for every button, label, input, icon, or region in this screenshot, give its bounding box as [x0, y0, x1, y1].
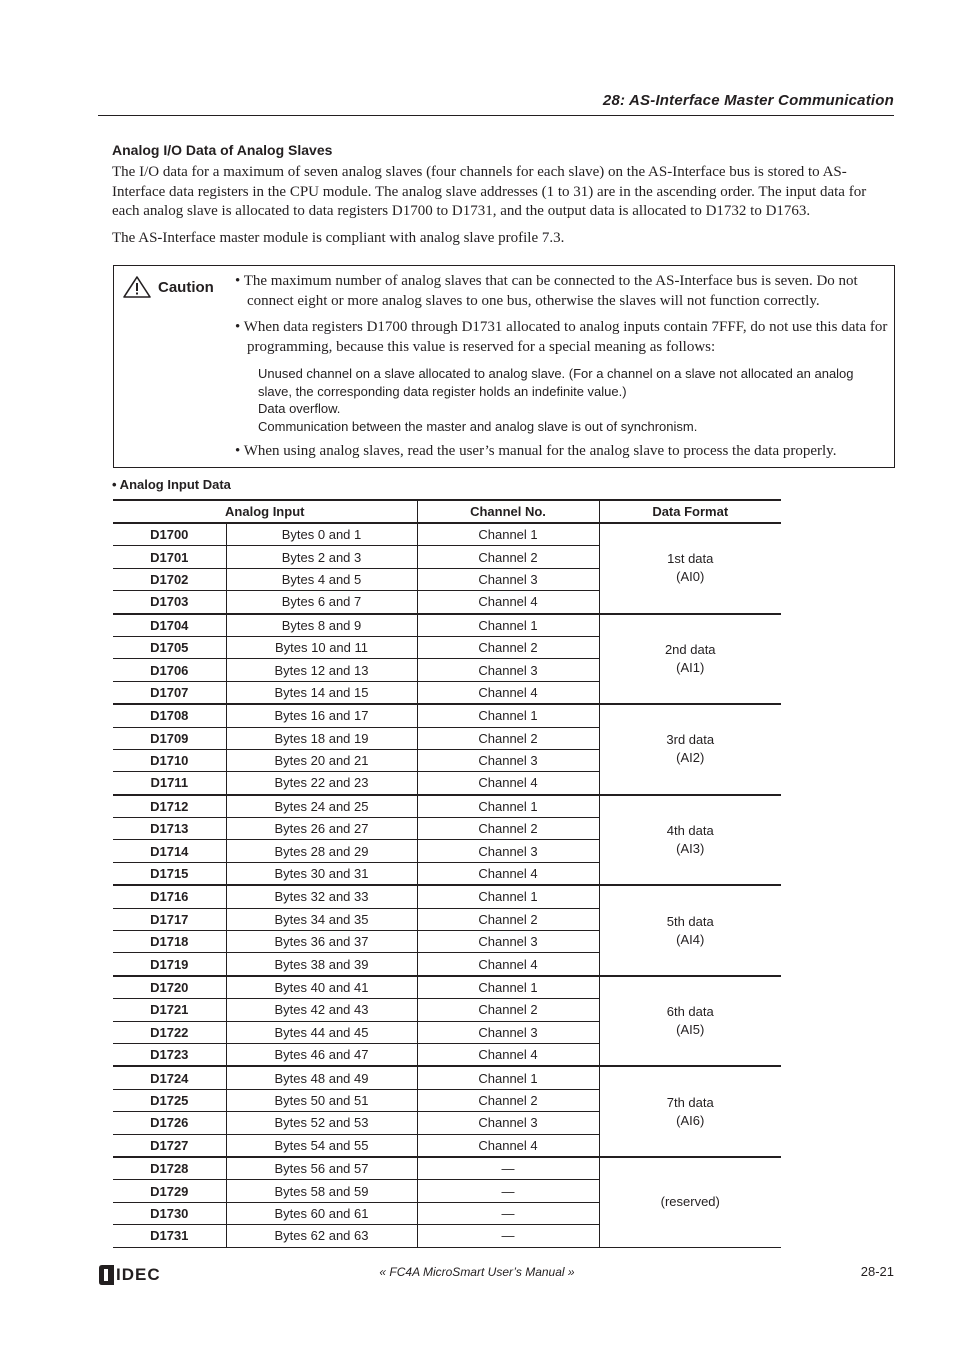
register-cell: D1729 — [113, 1180, 226, 1202]
channel-cell: Channel 4 — [417, 772, 599, 795]
register-cell: D1706 — [113, 659, 226, 681]
register-cell: D1728 — [113, 1157, 226, 1180]
table-row — [113, 795, 781, 818]
bytes-cell: Bytes 62 and 63 — [226, 1225, 417, 1247]
channel-cell: Channel 1 — [417, 523, 599, 546]
header-divider — [98, 115, 894, 116]
data-format-label: (reserved) — [660, 1194, 720, 1210]
table-body — [113, 523, 781, 1247]
intro-paragraph: The I/O data for a maximum of seven analog slaves (four channels for each slave) on the AS-Interface bus is stored to AS-Interface data registers in the CPU module. The analog slave addresses (1 to 31) are in the ascending order. The input data for each analog slave is allocated to data registers D1700 to D1731, and the output data is allocated to D1732 to D1763. — [112, 164, 867, 219]
data-format-label: 4th data — [666, 822, 714, 838]
register-cell: D1727 — [113, 1134, 226, 1157]
data-format-cell — [599, 614, 781, 705]
register-cell: D1725 — [113, 1089, 226, 1111]
register-cell: D1701 — [113, 546, 226, 568]
data-format-label: 5th data — [666, 913, 714, 929]
channel-cell: Channel 2 — [417, 727, 599, 749]
logo-text: IDEC — [116, 1265, 161, 1284]
channel-cell: Channel 1 — [417, 704, 599, 727]
note-item: Data overflow. — [258, 401, 341, 416]
data-format-cell — [599, 704, 781, 795]
register-cell: D1708 — [113, 704, 226, 727]
channel-cell: — — [417, 1225, 599, 1247]
bytes-cell: Bytes 32 and 33 — [226, 885, 417, 908]
data-format-label: 3rd data — [666, 732, 715, 748]
analog-input-table — [113, 499, 781, 1248]
register-cell: D1703 — [113, 591, 226, 614]
column-header-data-format: Data Format — [599, 500, 781, 523]
bytes-cell: Bytes 8 and 9 — [226, 614, 417, 637]
table-row — [113, 976, 781, 999]
register-cell: D1711 — [113, 772, 226, 795]
data-format-cell — [599, 795, 781, 886]
channel-cell: Channel 4 — [417, 953, 599, 976]
register-cell: D1713 — [113, 818, 226, 840]
channel-cell: Channel 1 — [417, 795, 599, 818]
channel-cell: — — [417, 1202, 599, 1224]
data-format-label: 2nd data — [664, 641, 716, 657]
data-format-label: 7th data — [666, 1094, 714, 1110]
bytes-cell: Bytes 34 and 35 — [226, 908, 417, 930]
bytes-cell: Bytes 60 and 61 — [226, 1202, 417, 1224]
channel-cell: Channel 2 — [417, 636, 599, 658]
register-cell: D1730 — [113, 1202, 226, 1224]
bytes-cell: Bytes 18 and 19 — [226, 727, 417, 749]
channel-cell: Channel 4 — [417, 591, 599, 614]
bytes-cell: Bytes 36 and 37 — [226, 931, 417, 953]
caution-label-group — [122, 275, 214, 299]
bytes-cell: Bytes 44 and 45 — [226, 1021, 417, 1043]
channel-cell: Channel 3 — [417, 659, 599, 681]
bytes-cell: Bytes 52 and 53 — [226, 1112, 417, 1134]
caution-bullet-2: • When data registers D1700 through D1731 allocated to analog inputs contain 7FFF, do not use this data for programming, because this value is reserved for a special meaning as follows: — [235, 319, 888, 355]
channel-cell: Channel 2 — [417, 908, 599, 930]
register-cell: D1716 — [113, 885, 226, 908]
bytes-cell: Bytes 38 and 39 — [226, 953, 417, 976]
bytes-cell: Bytes 4 and 5 — [226, 568, 417, 590]
table-row — [113, 614, 781, 637]
register-cell: D1722 — [113, 1021, 226, 1043]
table-row — [113, 885, 781, 908]
bytes-cell: Bytes 0 and 1 — [226, 523, 417, 546]
data-format-label: 6th data — [666, 1004, 714, 1020]
bytes-cell: Bytes 2 and 3 — [226, 546, 417, 568]
register-cell: D1726 — [113, 1112, 226, 1134]
table-row — [113, 1066, 781, 1089]
bytes-cell: Bytes 42 and 43 — [226, 999, 417, 1021]
bytes-cell: Bytes 20 and 21 — [226, 749, 417, 771]
table-heading: • Analog Input Data — [112, 477, 231, 492]
bytes-cell: Bytes 26 and 27 — [226, 818, 417, 840]
note-item: Communication between the master and analog slave is out of synchronism. — [258, 418, 698, 434]
channel-cell: Channel 3 — [417, 840, 599, 862]
chapter-title: 28: AS-Interface Master Communication — [602, 92, 894, 109]
register-cell: D1710 — [113, 749, 226, 771]
caution-bullet-3: • When using analog slaves, read the user’s manual for the analog slave to process the data properly. — [235, 443, 837, 459]
data-format-code: (AI4) — [676, 931, 705, 947]
channel-cell: Channel 2 — [417, 818, 599, 840]
register-cell: D1705 — [113, 636, 226, 658]
bytes-cell: Bytes 50 and 51 — [226, 1089, 417, 1111]
bytes-cell: Bytes 24 and 25 — [226, 795, 417, 818]
register-cell: D1712 — [113, 795, 226, 818]
section-title: Analog I/O Data of Analog Slaves — [112, 142, 333, 158]
bytes-cell: Bytes 10 and 11 — [226, 636, 417, 658]
channel-cell: Channel 4 — [417, 862, 599, 885]
register-cell: D1719 — [113, 953, 226, 976]
register-cell: D1715 — [113, 862, 226, 885]
register-cell: D1707 — [113, 681, 226, 704]
register-cell: D1709 — [113, 727, 226, 749]
page-number: 28-21 — [860, 1264, 894, 1279]
data-format-code: (AI1) — [676, 659, 705, 675]
table-header-row — [113, 500, 781, 523]
bytes-cell: Bytes 12 and 13 — [226, 659, 417, 681]
column-header-analog-input: Analog Input — [113, 500, 417, 523]
reserved-meanings — [258, 365, 878, 435]
channel-cell: Channel 1 — [417, 976, 599, 999]
register-cell: D1700 — [113, 523, 226, 546]
channel-cell: Channel 2 — [417, 999, 599, 1021]
manual-title: « FC4A MicroSmart User’s Manual » — [379, 1265, 575, 1279]
bytes-cell: Bytes 46 and 47 — [226, 1043, 417, 1066]
bytes-cell: Bytes 40 and 41 — [226, 976, 417, 999]
data-format-code: (AI2) — [676, 750, 705, 766]
table-row — [113, 1157, 781, 1180]
profile-paragraph: The AS-Interface master module is compliant with analog slave profile 7.3. — [112, 230, 565, 246]
bytes-cell: Bytes 28 and 29 — [226, 840, 417, 862]
register-cell: D1721 — [113, 999, 226, 1021]
data-format-code: (AI3) — [676, 840, 705, 856]
data-format-label: 1st data — [667, 551, 714, 567]
caution-box — [113, 265, 895, 468]
bytes-cell: Bytes 48 and 49 — [226, 1066, 417, 1089]
register-cell: D1723 — [113, 1043, 226, 1066]
data-format-cell — [599, 523, 781, 614]
channel-cell: Channel 1 — [417, 614, 599, 637]
note-item: Unused channel on a slave allocated to analog slave. (For a channel on a slave not allocated an analog slave, the corresponding data register holds an indefinite value.) — [258, 366, 854, 399]
bytes-cell: Bytes 58 and 59 — [226, 1180, 417, 1202]
channel-cell: Channel 2 — [417, 546, 599, 568]
warning-triangle-icon — [122, 275, 152, 299]
caution-label: Caution — [158, 278, 214, 296]
data-format-code: (AI0) — [676, 569, 705, 585]
table-row — [113, 704, 781, 727]
channel-cell: Channel 3 — [417, 931, 599, 953]
table-row — [113, 523, 781, 546]
channel-cell: — — [417, 1157, 599, 1180]
register-cell: D1720 — [113, 976, 226, 999]
register-cell: D1704 — [113, 614, 226, 637]
channel-cell: Channel 3 — [417, 1021, 599, 1043]
bytes-cell: Bytes 22 and 23 — [226, 772, 417, 795]
register-cell: D1731 — [113, 1225, 226, 1247]
register-cell: D1717 — [113, 908, 226, 930]
caution-bullet-1: • The maximum number of analog slaves that can be connected to the AS-Interface bus is seven. Do not connect eight or more analog slaves to one bus, otherwise the slaves will not function correctly. — [235, 273, 858, 309]
bytes-cell: Bytes 16 and 17 — [226, 704, 417, 727]
channel-cell: Channel 4 — [417, 681, 599, 704]
data-format-cell — [599, 1066, 781, 1157]
channel-cell: Channel 4 — [417, 1043, 599, 1066]
bytes-cell: Bytes 54 and 55 — [226, 1134, 417, 1157]
channel-cell: Channel 3 — [417, 749, 599, 771]
data-format-code: (AI6) — [676, 1112, 705, 1128]
data-format-cell — [599, 976, 781, 1067]
data-format-code: (AI5) — [676, 1022, 705, 1038]
channel-cell: Channel 2 — [417, 1089, 599, 1111]
bytes-cell: Bytes 56 and 57 — [226, 1157, 417, 1180]
channel-cell: Channel 1 — [417, 1066, 599, 1089]
register-cell: D1714 — [113, 840, 226, 862]
bytes-cell: Bytes 14 and 15 — [226, 681, 417, 704]
data-format-cell — [599, 1157, 781, 1247]
bytes-cell: Bytes 30 and 31 — [226, 862, 417, 885]
column-header-channel-no: Channel No. — [417, 500, 599, 523]
register-cell: D1718 — [113, 931, 226, 953]
channel-cell: Channel 4 — [417, 1134, 599, 1157]
channel-cell: Channel 3 — [417, 1112, 599, 1134]
channel-cell: Channel 3 — [417, 568, 599, 590]
register-cell: D1724 — [113, 1066, 226, 1089]
data-format-cell — [599, 885, 781, 976]
bytes-cell: Bytes 6 and 7 — [226, 591, 417, 614]
register-cell: D1702 — [113, 568, 226, 590]
channel-cell: — — [417, 1180, 599, 1202]
channel-cell: Channel 1 — [417, 885, 599, 908]
